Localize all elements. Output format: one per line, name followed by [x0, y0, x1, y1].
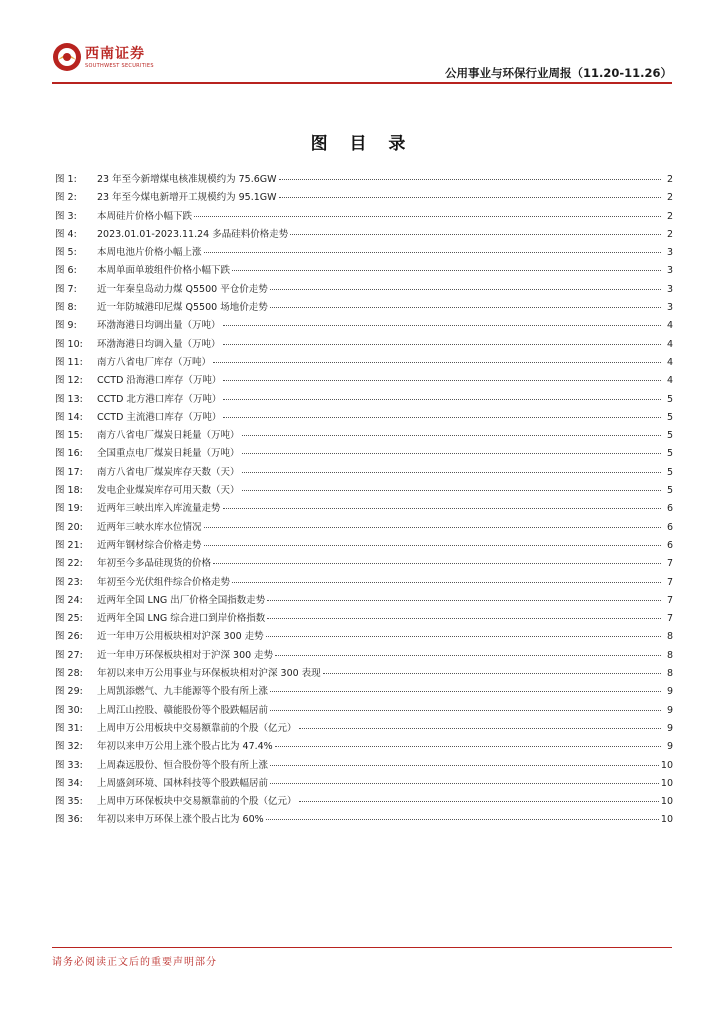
- footer-disclaimer: 请务必阅读正文后的重要声明部分: [52, 957, 217, 968]
- toc-entry-number: 图 10:: [55, 338, 83, 350]
- toc-entry[interactable]: [55, 537, 673, 555]
- toc-entry-page: 7: [666, 613, 673, 625]
- toc-dot-leader: [223, 325, 661, 326]
- toc-entry-page: 10: [660, 759, 673, 771]
- toc-entry-page: 10: [660, 777, 673, 789]
- toc-entry-page: 9: [666, 704, 673, 716]
- toc-dot-leader: [270, 289, 661, 290]
- toc-entry[interactable]: [55, 372, 673, 390]
- toc-entry-title: 近两年三峡水库水位情况: [97, 521, 202, 533]
- toc-dot-leader: [270, 765, 659, 766]
- toc-entry-title: 发电企业煤炭库存可用天数（天）: [97, 485, 240, 497]
- toc-entry-title: 南方八省电厂煤炭日耗量（万吨）: [97, 430, 240, 442]
- toc-dot-leader: [290, 234, 661, 235]
- toc-entry[interactable]: [55, 702, 673, 720]
- toc-entry-page: 2: [666, 174, 673, 185]
- toc-entry-title: 年初以来申万公用事业与环保板块相对沪深 300 表现: [97, 668, 321, 680]
- toc-entry[interactable]: [55, 647, 673, 665]
- toc-entry-page: 10: [660, 814, 673, 826]
- toc-entry-number: 图 32:: [55, 741, 83, 753]
- brand-name-en: SOUTHWEST SECURITIES: [85, 63, 154, 69]
- toc-entry-page: 10: [660, 796, 673, 808]
- toc-entry[interactable]: [55, 610, 673, 628]
- toc-entry-title: 本周单面单玻组件价格小幅下跌: [97, 265, 231, 277]
- toc-entry-page: 8: [666, 649, 673, 661]
- toc-entry-page: 3: [666, 302, 673, 314]
- toc-entry-title: 上周申万环保板块中交易额靠前的个股（亿元）: [97, 796, 297, 808]
- toc-entry-number: 图 30:: [55, 704, 83, 716]
- toc-entry[interactable]: [55, 482, 673, 500]
- toc-entry-page: 4: [666, 338, 673, 350]
- toc-entry[interactable]: [55, 427, 673, 445]
- toc-entry[interactable]: [55, 409, 673, 427]
- toc-dot-leader: [299, 728, 661, 729]
- toc-entry-page: 2: [666, 210, 673, 222]
- toc-entry[interactable]: [55, 775, 673, 793]
- toc-title: 图 目 录: [310, 134, 414, 154]
- brand-logo: [52, 38, 182, 78]
- toc-dot-leader: [204, 545, 661, 546]
- toc-dot-leader: [242, 472, 661, 473]
- brand-logo-icon: [52, 42, 82, 72]
- toc-entry[interactable]: [55, 391, 673, 409]
- toc-entry-page: 7: [666, 576, 673, 588]
- toc-entry-title: 上周凯添燃气、九丰能源等个股有所上涨: [97, 686, 269, 698]
- toc-entry-number: 图 13:: [55, 393, 83, 405]
- toc-entry-number: 图 35:: [55, 796, 83, 808]
- toc-entry-page: 5: [666, 485, 673, 497]
- toc-entry-title: 23 年至今煤电新增开工规模约为 95.1GW: [97, 192, 277, 204]
- toc-entry[interactable]: [55, 555, 673, 573]
- toc-entry-page: 2: [666, 192, 673, 204]
- toc-entry-number: 图 5:: [55, 247, 77, 259]
- toc-entry-number: 图 9:: [55, 320, 77, 332]
- toc-dot-leader: [266, 819, 659, 820]
- toc-entry-page: 6: [666, 503, 673, 515]
- toc-entry[interactable]: [55, 793, 673, 811]
- toc-entry-title: 上周森远股份、恒合股份等个股有所上涨: [97, 759, 269, 771]
- toc-entry-title: 年初以来申万环保上涨个股占比为 60%: [97, 814, 264, 826]
- toc-dot-leader: [267, 618, 661, 619]
- toc-dot-leader: [213, 563, 661, 564]
- toc-entry-title: 2023.01.01-2023.11.24 多晶硅料价格走势: [97, 228, 289, 240]
- toc-entry-number: 图 11:: [55, 356, 83, 368]
- toc-entry-title: 23 年至今新增煤电核准规模约为 75.6GW: [97, 174, 277, 185]
- toc-entry-number: 图 33:: [55, 759, 83, 771]
- toc-entry-title: 近两年钢材综合价格走势: [97, 539, 202, 551]
- toc-entry-title: 年初至今光伏组件综合价格走势: [97, 576, 231, 588]
- toc-dot-leader: [232, 582, 661, 583]
- toc-entry[interactable]: [55, 592, 673, 610]
- toc-entry-title: 南方八省电厂库存（万吨）: [97, 356, 212, 368]
- toc-entry[interactable]: [55, 208, 673, 226]
- toc-entry[interactable]: [55, 757, 673, 775]
- toc-entry-page: 9: [666, 741, 673, 753]
- toc-entry[interactable]: [55, 683, 673, 701]
- toc-entry[interactable]: [55, 281, 673, 299]
- toc-entry-number: 图 15:: [55, 430, 83, 442]
- toc-dot-leader: [232, 270, 661, 271]
- toc-entry-number: 图 3:: [55, 210, 77, 222]
- toc-entry[interactable]: [55, 464, 673, 482]
- toc-entry-page: 9: [666, 722, 673, 734]
- toc-entry-title: 全国重点电厂煤炭日耗量（万吨）: [97, 448, 240, 460]
- toc-dot-leader: [223, 508, 661, 509]
- toc-dot-leader: [275, 655, 661, 656]
- toc-entry[interactable]: [55, 574, 673, 592]
- toc-entry-page: 5: [666, 448, 673, 460]
- toc-entry[interactable]: [55, 665, 673, 683]
- toc-dot-leader: [223, 380, 661, 381]
- toc-entry[interactable]: [55, 628, 673, 646]
- toc-entry-number: 图 27:: [55, 649, 83, 661]
- toc-entry-title: 本周电池片价格小幅上涨: [97, 247, 202, 259]
- toc-entry-number: 图 6:: [55, 265, 77, 277]
- toc-entry-number: 图 8:: [55, 302, 77, 314]
- toc-dot-leader: [194, 216, 661, 217]
- toc-dot-leader: [204, 527, 661, 528]
- toc-entry-title: 近两年三峡出库入库流量走势: [97, 503, 221, 515]
- toc-dot-leader: [270, 691, 661, 692]
- figure-toc-list: [55, 171, 673, 830]
- toc-entry-title: 近两年全国 LNG 综合进口到岸价格指数: [97, 613, 266, 625]
- toc-entry-number: 图 19:: [55, 503, 83, 515]
- toc-entry[interactable]: [55, 226, 673, 244]
- toc-entry-number: 图 16:: [55, 448, 83, 460]
- toc-dot-leader: [242, 490, 661, 491]
- toc-entry-title: 本周硅片价格小幅下跌: [97, 210, 193, 222]
- toc-entry[interactable]: [55, 171, 673, 189]
- toc-entry-page: 5: [666, 411, 673, 423]
- toc-entry-title: 近一年秦皇岛动力煤 Q5500 平仓价走势: [97, 283, 268, 295]
- header-divider: [52, 82, 672, 84]
- toc-entry-page: 8: [666, 631, 673, 643]
- toc-entry-number: 图 18:: [55, 485, 83, 497]
- toc-entry-title: 年初以来申万公用上涨个股占比为 47.4%: [97, 741, 273, 753]
- toc-entry-number: 图 36:: [55, 814, 83, 826]
- toc-entry-page: 6: [666, 521, 673, 533]
- toc-dot-leader: [242, 453, 661, 454]
- toc-entry-page: 7: [666, 558, 673, 570]
- toc-dot-leader: [223, 417, 661, 418]
- toc-entry-number: 图 20:: [55, 521, 83, 533]
- toc-entry-page: 7: [666, 594, 673, 606]
- toc-entry-title: 上周申万公用板块中交易额靠前的个股（亿元）: [97, 722, 297, 734]
- toc-entry[interactable]: [55, 811, 673, 829]
- toc-dot-leader: [242, 435, 661, 436]
- toc-dot-leader: [279, 179, 661, 180]
- toc-entry[interactable]: [55, 720, 673, 738]
- toc-dot-leader: [223, 344, 661, 345]
- toc-entry-number: 图 31:: [55, 722, 83, 734]
- toc-entry-number: 图 2:: [55, 192, 77, 204]
- toc-entry[interactable]: [55, 500, 673, 518]
- toc-dot-leader: [270, 783, 659, 784]
- toc-entry-page: 3: [666, 265, 673, 277]
- toc-entry-title: 上周盛剑环境、国林科技等个股跌幅居前: [97, 777, 269, 789]
- toc-entry-title: CCTD 沿海港口库存（万吨）: [97, 375, 222, 387]
- toc-entry-number: 图 26:: [55, 631, 83, 643]
- toc-entry-page: 5: [666, 393, 673, 405]
- toc-entry[interactable]: [55, 445, 673, 463]
- toc-entry[interactable]: [55, 738, 673, 756]
- toc-dot-leader: [266, 636, 661, 637]
- report-title: 公用事业与环保行业周报（11.20-11.26）: [444, 66, 672, 80]
- toc-entry-page: 4: [666, 375, 673, 387]
- toc-dot-leader: [267, 600, 661, 601]
- toc-entry-title: CCTD 北方港口库存（万吨）: [97, 393, 222, 405]
- toc-entry-page: 6: [666, 539, 673, 551]
- toc-entry[interactable]: [55, 336, 673, 354]
- toc-entry-page: 3: [666, 247, 673, 259]
- toc-entry-title: 年初至今多晶硅现货的价格: [97, 558, 212, 570]
- toc-entry-page: 2: [666, 228, 673, 240]
- toc-dot-leader: [213, 362, 661, 363]
- toc-entry-page: 3: [666, 283, 673, 295]
- toc-entry-page: 5: [666, 466, 673, 478]
- footer-divider: [52, 947, 672, 948]
- toc-entry[interactable]: [55, 244, 673, 262]
- toc-entry-page: 4: [666, 356, 673, 368]
- toc-entry-number: 图 17:: [55, 466, 83, 478]
- toc-entry-page: 9: [666, 686, 673, 698]
- toc-dot-leader: [299, 801, 659, 802]
- toc-entry-title: CCTD 主流港口库存（万吨）: [97, 411, 222, 423]
- toc-entry-number: 图 23:: [55, 576, 83, 588]
- toc-dot-leader: [279, 197, 661, 198]
- toc-entry-title: 环渤海港日均调入量（万吨）: [97, 338, 221, 350]
- toc-entry[interactable]: [55, 317, 673, 335]
- toc-entry-number: 图 12:: [55, 375, 83, 387]
- toc-entry-number: 图 34:: [55, 777, 83, 789]
- toc-dot-leader: [270, 710, 661, 711]
- toc-entry[interactable]: [55, 354, 673, 372]
- toc-entry-number: 图 7:: [55, 283, 77, 295]
- toc-entry-number: 图 29:: [55, 686, 83, 698]
- toc-dot-leader: [270, 307, 661, 308]
- toc-entry-title: 近一年申万公用板块相对沪深 300 走势: [97, 631, 264, 643]
- toc-entry-title: 环渤海港日均调出量（万吨）: [97, 320, 221, 332]
- toc-entry-title: 上周江山控股、赣能股份等个股跌幅居前: [97, 704, 269, 716]
- toc-entry-title: 近一年防城港印尼煤 Q5500 场地价走势: [97, 302, 268, 314]
- brand-name-cn: 西南证券: [85, 46, 145, 62]
- toc-entry-title: 近两年全国 LNG 出厂价格全国指数走势: [97, 594, 266, 606]
- toc-entry-title: 近一年申万环保板块相对于沪深 300 走势: [97, 649, 274, 661]
- page-header: [52, 38, 672, 84]
- toc-entry-number: 图 14:: [55, 411, 83, 423]
- toc-dot-leader: [223, 399, 661, 400]
- toc-dot-leader: [204, 252, 661, 253]
- toc-entry-page: 8: [666, 668, 673, 680]
- toc-entry[interactable]: [55, 519, 673, 537]
- toc-entry-number: 图 21:: [55, 539, 83, 551]
- toc-entry-number: 图 25:: [55, 613, 83, 625]
- toc-entry-number: 图 28:: [55, 668, 83, 680]
- toc-entry-number: 图 22:: [55, 558, 83, 570]
- toc-entry-number: 图 1:: [55, 174, 77, 185]
- toc-entry-page: 4: [666, 320, 673, 332]
- toc-entry-number: 图 24:: [55, 594, 83, 606]
- toc-dot-leader: [275, 746, 661, 747]
- toc-entry-page: 5: [666, 430, 673, 442]
- toc-entry[interactable]: [55, 189, 673, 207]
- toc-entry-title: 南方八省电厂煤炭库存天数（天）: [97, 466, 240, 478]
- toc-entry[interactable]: [55, 299, 673, 317]
- toc-entry[interactable]: [55, 262, 673, 280]
- toc-dot-leader: [323, 673, 661, 674]
- toc-entry-number: 图 4:: [55, 228, 77, 240]
